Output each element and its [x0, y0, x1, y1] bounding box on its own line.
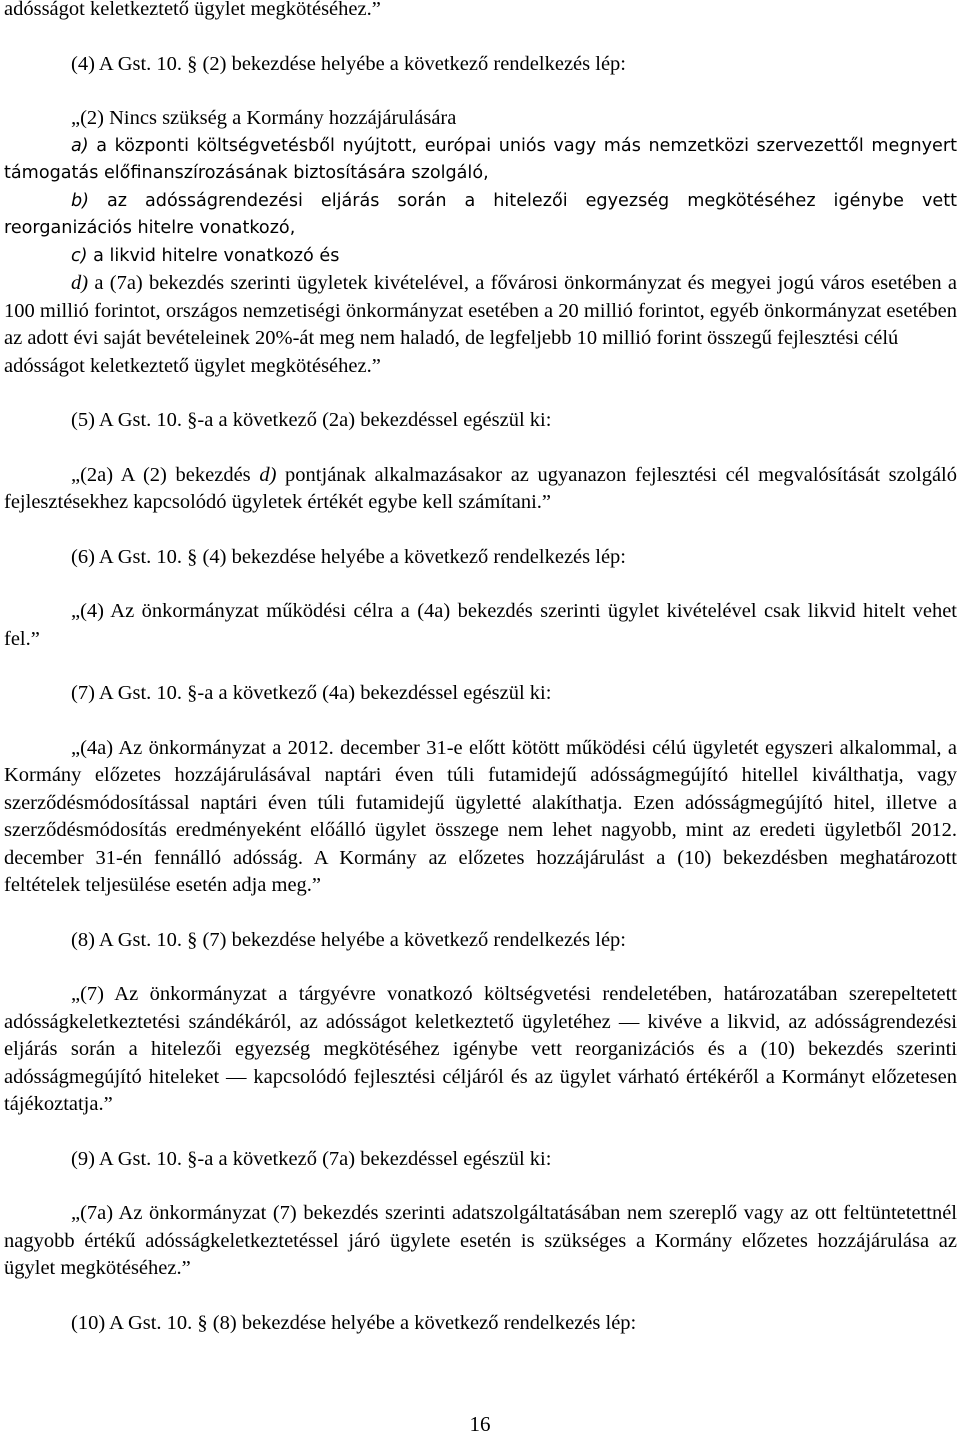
- provision-2-point-b-text: b) az adósságrendezési eljárás során a hitelezői egyezség megkötéséhez igénybe vett reorganizációs hitelre vonatkozó,: [4, 190, 957, 238]
- amendment-8: (8) A Gst. 10. § (7) bekezdése helyébe a következő rendelkezés lép:: [71, 928, 626, 951]
- page-number: 16: [469, 1412, 491, 1436]
- provision-2-point-a: a) a központi költségvetésből nyújtott, európai uniós vagy más nemzetközi szervezettől megnyert támogatás előfinanszírozásának biztosítására szolgáló,: [4, 135, 958, 183]
- provision-2-point-b: [4, 188, 957, 243]
- amendment-7: (7) A Gst. 10. §-a a következő (4a) bekezdéssel egészül ki:: [71, 682, 552, 704]
- provision-2-point-d: d) a (7a) bekezdés szerinti ügyletek kivételével, a fővárosi önkormányzat és megyei jogú város esetében a 100 millió forintot, országos nemzetiségi önkormányzat esetében a 20 millió forintot, egyéb önkormányzat esetében az adott évi saját bevételeinek 20%-át meg nem haladó, de legfeljebb 10 millió forint összegű fejlesztési célú: [4, 272, 957, 349]
- provision-2-point-c: c) a likvid hitelre vonatkozó és: [71, 245, 340, 266]
- amendment-5: (5) A Gst. 10. §-a a következő (2a) bekezdéssel egészül ki:: [71, 409, 552, 431]
- amendment-4: (4) A Gst. 10. § (2) bekezdése helyébe a következő rendelkezés lép:: [71, 52, 626, 75]
- quoted-provision-2a: „(2a) A (2) bekezdés d) pontjának alkalmazásakor az ugyanazon fejlesztési cél megvalósítását szolgáló fejlesztésekhez kapcsolódó ügyletek értékét egybe kell számítani.”: [4, 463, 957, 513]
- amendment-6: (6) A Gst. 10. § (4) bekezdése helyébe a következő rendelkezés lép:: [71, 545, 626, 568]
- quoted-provision-4a: „(4a) Az önkormányzat a 2012. december 31-e előtt kötött működési célú ügyletét egyszeri alkalommal, a Kormány előzetes hozzájárulásával naptári éven túli futamidejű adósságmegújító hitellel kiválthatja, vagy szerződésmódosítással naptári éven túli futamidejű ügyletté alakíthatja. Ezen adósságmegújító hitel, illetve a szerződésmódosítás eredményeként előálló ügylet összege nem lehet nagyobb, mint az eredeti ügyletből 2012. december 31-én fennálló adósság. A Kormány az előzetes hozzájárulást a (10) bekezdésben meghatározott feltételek teljesülése esetén adja meg.”: [4, 736, 957, 896]
- provision-2-point-a-text: a központi költségvetésből nyújtott, európai uniós vagy más nemzetközi szervezettől megnyert támogatás előfinanszírozásának biztosítására szolgáló,: [4, 135, 958, 183]
- paragraph-continuation: adósságot keletkeztető ügylet megkötéséhez.”: [4, 0, 381, 20]
- quoted-provision-7: „(7) Az önkormányzat a tárgyévre vonatkozó költségvetési rendeletében, határozatában szerepeltetett adósságkeletkeztetési szándékáról, az adósságot keletkeztető ügyletéhez — kivéve a likvid, az adósságrendezési eljárás során a hitelezői egyezség megkötéséhez igénybe vett reorganizációs és a (10) bekezdés szerinti adósságmegújító hiteleket — kapcsolódó fejlesztési céljáról és az ügylet várható értékéről a Kormányt előzetesen tájékoztatja.”: [4, 983, 957, 1115]
- provision-2-closing: adósságot keletkeztető ügylet megkötéséhez.”: [4, 354, 381, 377]
- quoted-provision-7a: „(7a) Az önkormányzat (7) bekezdés szerinti adatszolgáltatásában nem szereplő vagy az ott feltüntetettnél nagyobb értékű adósságkeletkeztetéssel járó ügylete esetén is szükséges a Kormány előzetes hozzájárulása az ügylet megkötéséhez.”: [4, 1202, 957, 1279]
- amendment-10: (10) A Gst. 10. § (8) bekezdése helyébe a következő rendelkezés lép:: [71, 1311, 637, 1334]
- quoted-provision-4: „(4) Az önkormányzat működési célra a (4a) bekezdés szerinti ügylet kivételével csak likvid hitelt vehet fel.”: [4, 600, 957, 650]
- amendment-9: (9) A Gst. 10. §-a a következő (7a) bekezdéssel egészül ki:: [71, 1147, 552, 1170]
- provision-2-heading: „(2) Nincs szükség a Kormány hozzájárulására: [71, 107, 457, 129]
- quoted-provision-2: [4, 105, 957, 380]
- document-page: [4, 0, 957, 1337]
